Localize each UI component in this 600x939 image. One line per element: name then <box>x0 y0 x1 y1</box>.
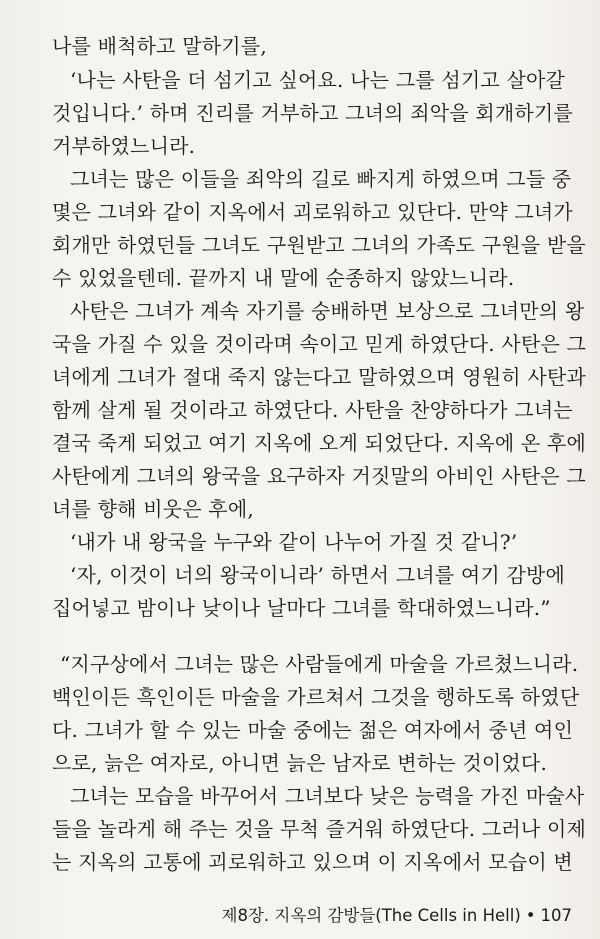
bullet-separator: • <box>525 906 536 925</box>
text-line: 녀를 향해 비웃은 후에, <box>52 497 254 521</box>
page-number: 107 <box>540 906 572 925</box>
text-line: 는 지옥의 고통에 괴로워하고 있으며 이 지옥에서 모습이 변 <box>52 850 573 874</box>
text-line: 회개만 하였던들 그녀도 구원받고 그녀의 가족도 구원을 받을 <box>52 233 586 257</box>
text-line: 녀에게 그녀가 절대 죽지 않는다고 말하였으며 영원히 사탄과 <box>52 365 586 389</box>
text-line: 그녀는 많은 이들을 죄악의 길로 빠지게 하였으며 그들 중 <box>70 167 572 191</box>
text-line: 사탄은 그녀가 계속 자기를 숭배하면 보상으로 그녀만의 왕 <box>70 299 585 323</box>
chapter-title: 제8장. 지옥의 감방들(The Cells in Hell) <box>221 906 521 925</box>
text-line: 사탄에게 그녀의 왕국을 요구하자 거짓말의 아비인 사탄은 그 <box>52 464 586 488</box>
text-line: 수 있었을텐데. 끝까지 내 말에 순종하지 않았느니라. <box>52 266 515 290</box>
text-line: 거부하였느니라. <box>52 134 196 158</box>
text-line: 집어넣고 밤이나 낮이나 날마다 그녀를 학대하였느니라.” <box>52 596 551 620</box>
text-line: 나를 배척하고 말하기를, <box>52 34 267 58</box>
text-line: 다. 그녀가 할 수 있는 마술 중에는 젊은 여자에서 중년 여인 <box>52 718 574 742</box>
page-footer <box>222 902 572 926</box>
text-line: 으로, 늙은 여자로, 아니면 늙은 남자로 변하는 것이었다. <box>52 751 548 775</box>
text-line: 백인이든 흑인이든 마술을 가르쳐서 그것을 행하도록 하였단 <box>52 685 580 709</box>
text-line: 그녀는 모습을 바꾸어서 그녀보다 낮은 능력을 가진 마술사 <box>70 784 585 808</box>
text-line: “지구상에서 그녀는 많은 사람들에게 마술을 가르쳤느니라. <box>60 652 579 676</box>
text-line: ‘나는 사탄을 더 섬기고 싶어요. 나는 그를 섬기고 살아갈 <box>70 68 566 92</box>
text-line: 것입니다.’ 하며 진리를 거부하고 그녀의 죄악을 회개하기를 <box>52 101 573 125</box>
text-line: 함께 살게 될 것이라고 하였단다. 사탄을 찬양하다가 그녀는 <box>52 398 573 422</box>
text-line: 결국 죽게 되었고 여기 지옥에 오게 되었단다. 지옥에 온 후에 <box>52 431 587 455</box>
text-line: 들을 놀라게 해 주는 것을 무척 즐거워 하였단다. 그러나 이제 <box>52 817 587 841</box>
text-line: 몇은 그녀와 같이 지옥에서 괴로워하고 있단다. 만약 그녀가 <box>52 200 573 224</box>
text-line: ‘자, 이것이 너의 왕국이니라’ 하면서 그녀를 여기 감방에 <box>70 563 566 587</box>
text-line: 국을 가질 수 있을 것이라며 속이고 믿게 하였단다. 사탄은 그 <box>52 332 587 356</box>
text-line: ‘내가 내 왕국을 누구와 같이 나누어 가질 것 같니?’ <box>70 530 518 554</box>
